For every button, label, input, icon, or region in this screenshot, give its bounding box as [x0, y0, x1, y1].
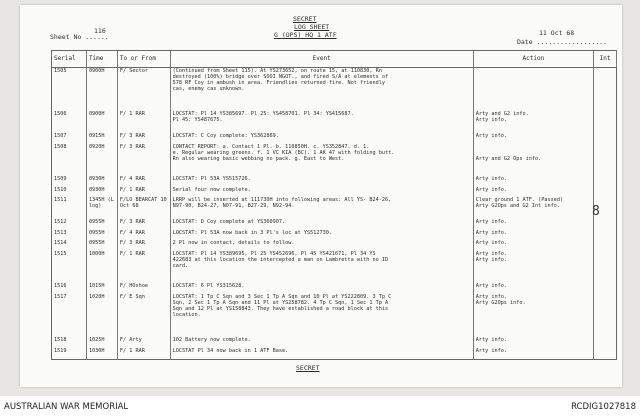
document-sheet: [20, 5, 622, 387]
action-line: Clear ground 1 ATF. (Passed): [475, 197, 564, 204]
table-row: [52, 197, 617, 218]
to-or-from-cell: F/ Arty: [117, 337, 170, 348]
time-cell: 1000H: [86, 251, 117, 283]
int-cell: [594, 240, 617, 251]
event-line: e. Regular wearing greens. f. 1 VC KIA (BC). 1 AK 47 with folding butt.: [172, 149, 395, 156]
action-line: Arty info.: [475, 186, 507, 193]
serial-cell: 1508: [52, 144, 87, 176]
event-cell: [170, 111, 473, 132]
table-row: [52, 230, 617, 241]
log-sheet-title: LOG SHEET: [294, 23, 330, 31]
serial-cell: 1518: [52, 337, 87, 348]
event-line: 578 RF Coy in ambush in area. Friendlies returned fire. Not friendly: [172, 80, 386, 87]
event-line: LOCSTAT: Pl 14 YS385697. Pl 25: YS458701. Pl 34: YS415687.: [172, 111, 354, 118]
int-cell: [594, 251, 617, 283]
action-line: Arty info.: [475, 283, 507, 290]
event-line: LOCSTAT: Pl 53A now back in 3 Pl's loc at YS512730.: [172, 229, 332, 236]
time-cell: 0930H: [86, 176, 117, 187]
action-line: Arty G2Ops and G2 Int info.: [475, 203, 561, 210]
int-cell: [594, 337, 617, 348]
table-row: [52, 348, 617, 360]
time-cell: 0900H: [86, 111, 117, 132]
serial-cell: 1511: [52, 197, 87, 218]
event-line: LOCSTAT: C Coy complete: YS362869.: [172, 132, 279, 139]
column-header: To or From: [117, 51, 170, 68]
action-cell: [473, 251, 593, 283]
to-or-from-cell: F/ 1 RAR: [117, 187, 170, 198]
event-cell: [170, 219, 473, 230]
time-cell: 1030H: [86, 348, 117, 360]
int-cell: [594, 348, 617, 360]
action-cell: [473, 187, 593, 198]
time-cell: 0955H: [86, 240, 117, 251]
event-line: LOCSTAT: Pl 14 YS389695, Pl 25 YS452696, Pl 45 YS421671, Pl 34 YS: [172, 250, 376, 257]
table-row: [52, 111, 617, 132]
int-cell: [594, 219, 617, 230]
secret-heading: SECRET: [293, 15, 317, 23]
time-cell: 0955H: [86, 219, 117, 230]
to-or-from-cell: F/ Sector: [117, 68, 170, 112]
archive-footer: [0, 396, 640, 416]
serial-cell: 1509: [52, 176, 87, 187]
to-or-from-cell: F/ HOshoe: [117, 283, 170, 294]
event-line: Sqn, 2 Sec 1 Tp A Sqn and 11 Pl at YS258782. 4 Tp C Sqn, 1 Sec 1 Tp A: [172, 300, 389, 307]
footer-secret: SECRET: [296, 364, 320, 372]
time-cell: 0900H: [86, 68, 117, 112]
action-cell: [473, 219, 593, 230]
action-cell: [473, 133, 593, 144]
to-or-from-cell: F/ 3 RAR: [117, 133, 170, 144]
event-line: CONTACT REPORT: a. Contact 1 Pl. b. 110850H. c. YS352847. d. 1.: [172, 143, 370, 150]
action-line: Arty info.: [475, 250, 507, 257]
time-cell: 0930H: [86, 187, 117, 198]
serial-cell: 1516: [52, 283, 87, 294]
serial-cell: 1514: [52, 240, 87, 251]
event-line: Rn also wearing basic webbing no pack. g. East to West.: [172, 155, 345, 162]
event-line: LRRP will be inserted at 111730H into following areas: All YS- B24-26,: [172, 197, 392, 204]
action-line: Arty and G2 Ops info.: [475, 155, 542, 162]
event-cell: [170, 176, 473, 187]
int-cell: [594, 283, 617, 294]
to-or-from-cell: F/ 1 RAR: [117, 348, 170, 360]
table-row: [52, 68, 617, 112]
column-header: Int: [594, 51, 617, 68]
to-or-from-cell: F/ E Sqn: [117, 294, 170, 337]
action-line: [476, 68, 591, 74]
event-cell: [170, 68, 473, 112]
action-cell: [473, 230, 593, 241]
unit-heading: G (OPS) HQ 1 ATF: [274, 31, 337, 39]
event-line: Sqn and 12 Pl at YS158843. They have established a road block at this: [172, 306, 389, 313]
serial-cell: 1517: [52, 294, 87, 337]
action-line: Arty and G2 info.: [475, 111, 529, 118]
column-header: Action: [473, 51, 593, 68]
archive-reference: RCDIG1027818: [571, 402, 636, 412]
event-line: Serial four now complete.: [172, 186, 251, 193]
time-cell: 0920H: [86, 144, 117, 176]
event-line: LOCSTAT: D Coy complete at YS360907.: [172, 218, 286, 225]
action-line: Arty info.: [475, 175, 507, 182]
serial-cell: 1513: [52, 230, 87, 241]
to-or-from-cell: F/ 1 RAR: [117, 111, 170, 132]
action-line: Arty info.: [475, 117, 507, 124]
table-row: [52, 219, 617, 230]
int-cell: [594, 187, 617, 198]
event-line: Pl 45: YS487675.: [172, 117, 223, 124]
serial-cell: 1507: [52, 133, 87, 144]
time-cell: 0915H: [86, 133, 117, 144]
column-header: Serial: [52, 51, 87, 68]
action-line: Arty info.: [475, 257, 507, 264]
table-row: [52, 283, 617, 294]
time-cell: 1015H: [86, 283, 117, 294]
event-cell: [170, 348, 473, 360]
event-line: card.: [172, 263, 189, 270]
event-line: cas, enemy cas unknown.: [172, 86, 245, 93]
action-cell: [473, 111, 593, 132]
int-cell: [594, 176, 617, 187]
event-cell: [170, 294, 473, 337]
event-cell: [170, 283, 473, 294]
action-cell: [473, 197, 593, 218]
event-line: N97-90, B24-27, N07-91, B27-29, N92-94.: [172, 203, 295, 210]
serial-cell: 1505: [52, 68, 87, 112]
to-or-from-cell: F/ 1 RAR: [117, 251, 170, 283]
event-line: (Continued from Sheet 115). At YS273652, on route 15, at 110830, Rn: [172, 68, 382, 74]
serial-cell: 1506: [52, 111, 87, 132]
int-cell: [594, 144, 617, 176]
event-cell: [170, 197, 473, 218]
table-row: [52, 144, 617, 176]
column-header: Event: [170, 51, 473, 68]
event-line: 422683 at this location the intercepted a man on Lambretta with no ID: [172, 257, 389, 264]
table-row: [52, 176, 617, 187]
date-value: 11 Oct 68: [539, 29, 575, 37]
action-cell: [473, 176, 593, 187]
event-cell: [170, 133, 473, 144]
to-or-from-cell: F/ 3 RAR: [117, 240, 170, 251]
action-line: Arty info.: [475, 218, 507, 225]
int-cell: [594, 294, 617, 337]
sheet-number: 116: [94, 27, 106, 35]
serial-cell: 1512: [52, 219, 87, 230]
serial-cell: 1510: [52, 187, 87, 198]
to-or-from-cell: F/ 4 RAR: [117, 230, 170, 241]
margin-brace-mark: 8: [592, 204, 600, 219]
action-cell: [473, 68, 593, 112]
event-line: location.: [172, 312, 201, 319]
event-line: 2 Pl now in contact, details to follow.: [172, 240, 295, 247]
sheet-label: Sheet No ......: [50, 33, 109, 41]
to-or-from-cell: F/ 4 RAR: [117, 176, 170, 187]
action-line: Arty info.: [475, 240, 507, 247]
int-cell: [594, 111, 617, 132]
event-line: 102 Battery now complete.: [172, 336, 251, 343]
event-line: LOCSTAT: 6 Pl YS315628.: [172, 283, 245, 290]
action-cell: [473, 240, 593, 251]
event-cell: [170, 144, 473, 176]
int-cell: [594, 133, 617, 144]
int-cell: [594, 68, 617, 112]
serial-cell: 1519: [52, 348, 87, 360]
log-table-header: [52, 51, 617, 68]
log-table: [51, 50, 617, 360]
archive-name: AUSTRALIAN WAR MEMORIAL: [4, 402, 129, 412]
action-cell: [473, 294, 593, 337]
int-cell: [594, 230, 617, 241]
action-cell: [473, 348, 593, 360]
action-line: Arty info.: [475, 347, 507, 354]
action-cell: [473, 283, 593, 294]
time-cell: 0955H: [86, 230, 117, 241]
time-cell: 1345H (L log): [86, 197, 117, 218]
event-cell: [170, 240, 473, 251]
time-cell: 1025H: [86, 337, 117, 348]
table-row: [52, 187, 617, 198]
table-row: [52, 337, 617, 348]
action-line: Arty info.: [475, 229, 507, 236]
event-cell: [170, 187, 473, 198]
serial-cell: 1515: [52, 251, 87, 283]
to-or-from-cell: F/LO BEARCAT 10 Oct 68: [117, 197, 170, 218]
table-row: [52, 251, 617, 283]
event-line: destroyed (100%) bridge over SOOI NGOT., and fired S/A at elements of: [172, 74, 389, 81]
action-line: Arty info.: [475, 132, 507, 139]
to-or-from-cell: F/ 3 RAR: [117, 144, 170, 176]
event-line: LOCSTAT Pl 34 now back in 1 ATF Base.: [172, 347, 289, 354]
table-row: [52, 240, 617, 251]
action-line: Arty info.: [475, 293, 507, 300]
time-cell: 1020H: [86, 294, 117, 337]
action-line: Arty info.: [475, 336, 507, 343]
table-row: [52, 294, 617, 337]
action-cell: [473, 144, 593, 176]
event-cell: [170, 251, 473, 283]
table-row: [52, 133, 617, 144]
action-cell: [473, 337, 593, 348]
event-cell: [170, 230, 473, 241]
to-or-from-cell: F/ 3 RAR: [117, 219, 170, 230]
event-cell: [170, 337, 473, 348]
column-header: Time: [86, 51, 117, 68]
event-line: LOCSTAT: Pl 53A YS515726.: [172, 175, 251, 182]
date-label: Date ..................: [517, 38, 608, 46]
action-line: Arty G2Ops info.: [475, 300, 526, 307]
event-line: LOCSTAT: 1 Tp C Sqn and 3 Sec 1 Tp A Sqn and 10 Pl at YS222809. 3 Tp C: [172, 293, 392, 300]
